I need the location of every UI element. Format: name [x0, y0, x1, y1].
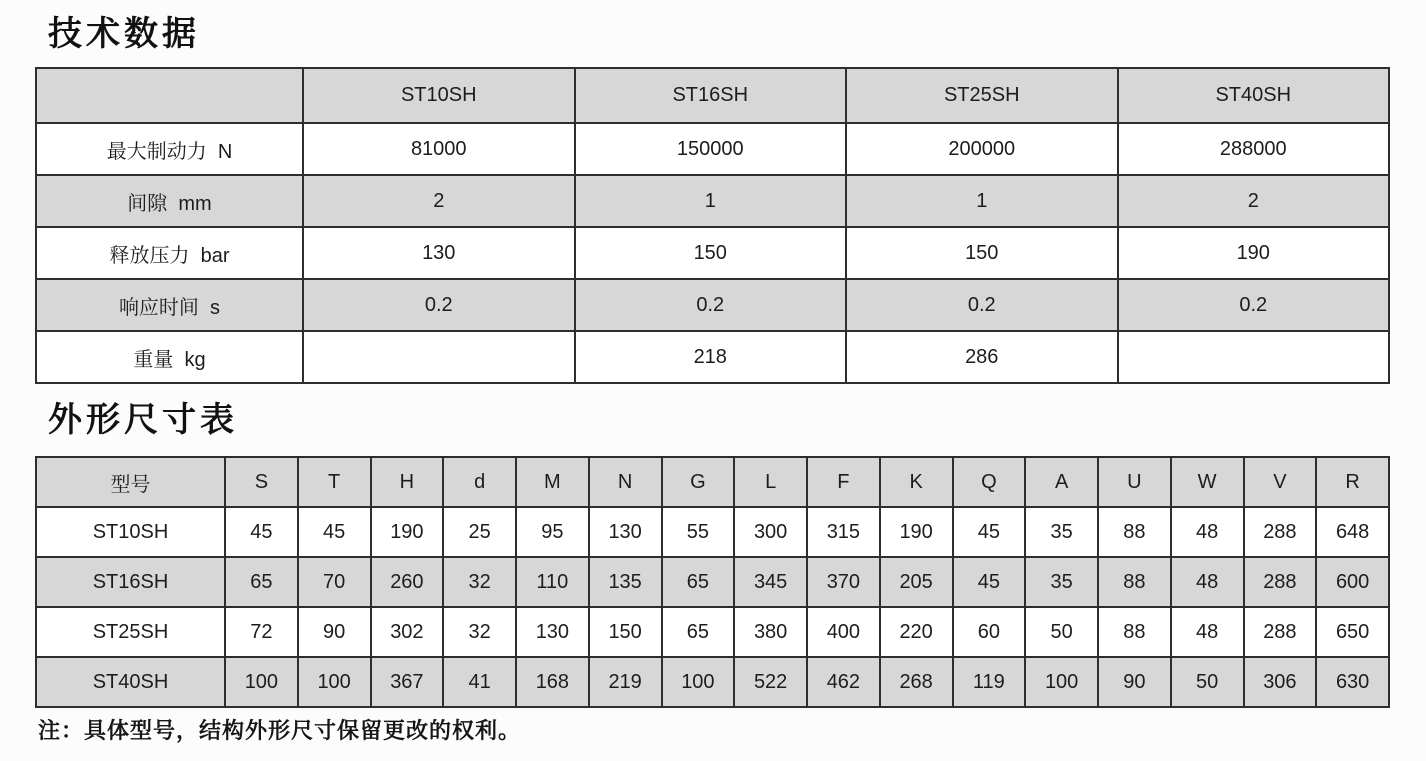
table-cell: 0.2: [303, 279, 575, 331]
column-header: ST25SH: [846, 68, 1118, 123]
table-cell: 0.2: [846, 279, 1118, 331]
table-cell: 88: [1098, 607, 1171, 657]
table-cell: 288: [1244, 507, 1317, 557]
table-cell: 100: [1025, 657, 1098, 707]
table-cell: 288: [1244, 557, 1317, 607]
column-header: ST16SH: [575, 68, 847, 123]
table-cell: 288000: [1118, 123, 1390, 175]
table-row: [36, 123, 1389, 175]
table-cell: 650: [1316, 607, 1389, 657]
dimension-table: [35, 456, 1390, 708]
table-cell: 65: [662, 607, 735, 657]
column-header: V: [1244, 457, 1317, 507]
column-header: K: [880, 457, 953, 507]
table-cell: 300: [734, 507, 807, 557]
column-header: ST40SH: [1118, 68, 1390, 123]
table-cell: 1: [575, 175, 847, 227]
table-cell: 0.2: [1118, 279, 1390, 331]
table-row: [36, 607, 1389, 657]
table-cell: 648: [1316, 507, 1389, 557]
table-cell: 315: [807, 507, 880, 557]
row-label-cell: 最大制动力 N: [36, 123, 303, 175]
table-cell: 367: [371, 657, 444, 707]
table-cell: 45: [953, 507, 1026, 557]
table-cell: 150: [589, 607, 662, 657]
row-label-cell: 响应时间 s: [36, 279, 303, 331]
row-label-cell: ST25SH: [36, 607, 225, 657]
table-cell: 268: [880, 657, 953, 707]
table-cell: 100: [225, 657, 298, 707]
table-cell: 630: [1316, 657, 1389, 707]
table-cell: 190: [1118, 227, 1390, 279]
table-cell: 88: [1098, 507, 1171, 557]
row-label-cell: 间隙 mm: [36, 175, 303, 227]
table-cell: 345: [734, 557, 807, 607]
table-cell: 190: [880, 507, 953, 557]
table-cell: 45: [298, 507, 371, 557]
table-cell: 50: [1025, 607, 1098, 657]
table-cell: 260: [371, 557, 444, 607]
column-header: T: [298, 457, 371, 507]
tech-section-title: 技术数据: [48, 15, 200, 53]
table-cell: 219: [589, 657, 662, 707]
table-row: [36, 657, 1389, 707]
column-header: N: [589, 457, 662, 507]
table-cell: [1118, 331, 1390, 383]
table-cell: 0.2: [575, 279, 847, 331]
table-cell: 200000: [846, 123, 1118, 175]
table-cell: 2: [303, 175, 575, 227]
table-cell: 135: [589, 557, 662, 607]
table-row: [36, 279, 1389, 331]
column-header: L: [734, 457, 807, 507]
table-cell: 150: [846, 227, 1118, 279]
table-cell: 50: [1171, 657, 1244, 707]
tech-data-table: [35, 67, 1390, 384]
table-cell: 218: [575, 331, 847, 383]
table-row: [36, 557, 1389, 607]
table-cell: 90: [1098, 657, 1171, 707]
table-cell: 288: [1244, 607, 1317, 657]
row-label-cell: 释放压力 bar: [36, 227, 303, 279]
table-cell: 88: [1098, 557, 1171, 607]
row-label-cell: ST16SH: [36, 557, 225, 607]
row-label-cell: ST10SH: [36, 507, 225, 557]
table-cell: 32: [443, 607, 516, 657]
table-row: [36, 227, 1389, 279]
table-cell: 600: [1316, 557, 1389, 607]
table-row: [36, 507, 1389, 557]
column-header: [36, 68, 303, 123]
table-cell: 168: [516, 657, 589, 707]
column-header: d: [443, 457, 516, 507]
table-cell: 48: [1171, 557, 1244, 607]
table-cell: 65: [225, 557, 298, 607]
table-row: [36, 331, 1389, 383]
table-cell: 60: [953, 607, 1026, 657]
row-label-cell: 重量 kg: [36, 331, 303, 383]
column-header: A: [1025, 457, 1098, 507]
column-header: Q: [953, 457, 1026, 507]
table-cell: 522: [734, 657, 807, 707]
table-cell: 55: [662, 507, 735, 557]
table-cell: 25: [443, 507, 516, 557]
column-header: ST10SH: [303, 68, 575, 123]
table-cell: 32: [443, 557, 516, 607]
header-row: [36, 68, 1389, 123]
table-cell: 302: [371, 607, 444, 657]
table-cell: 65: [662, 557, 735, 607]
table-cell: 48: [1171, 607, 1244, 657]
table-cell: 1: [846, 175, 1118, 227]
table-cell: 45: [225, 507, 298, 557]
column-header: S: [225, 457, 298, 507]
table-cell: 72: [225, 607, 298, 657]
table-cell: 130: [516, 607, 589, 657]
column-header: M: [516, 457, 589, 507]
table-cell: 81000: [303, 123, 575, 175]
table-cell: 48: [1171, 507, 1244, 557]
table-cell: 306: [1244, 657, 1317, 707]
row-label-cell: ST40SH: [36, 657, 225, 707]
table-cell: 190: [371, 507, 444, 557]
table-cell: 100: [298, 657, 371, 707]
table-cell: 95: [516, 507, 589, 557]
table-cell: 70: [298, 557, 371, 607]
table-cell: 2: [1118, 175, 1390, 227]
table-cell: 45: [953, 557, 1026, 607]
column-header: R: [1316, 457, 1389, 507]
table-cell: 35: [1025, 557, 1098, 607]
table-cell: 220: [880, 607, 953, 657]
column-header: H: [371, 457, 444, 507]
table-cell: 150000: [575, 123, 847, 175]
table-cell: [303, 331, 575, 383]
table-cell: 400: [807, 607, 880, 657]
table-cell: 370: [807, 557, 880, 607]
dimension-section-title: 外形尺寸表: [48, 401, 238, 439]
column-header: U: [1098, 457, 1171, 507]
table-cell: 462: [807, 657, 880, 707]
column-header: G: [662, 457, 735, 507]
table-cell: 130: [589, 507, 662, 557]
table-cell: 150: [575, 227, 847, 279]
table-cell: 119: [953, 657, 1026, 707]
header-row: [36, 457, 1389, 507]
table-row: [36, 175, 1389, 227]
table-cell: 286: [846, 331, 1118, 383]
table-cell: 130: [303, 227, 575, 279]
footnote: 注：具体型号，结构外形尺寸保留更改的权利。: [38, 718, 522, 743]
table-cell: 41: [443, 657, 516, 707]
column-header: 型号: [36, 457, 225, 507]
table-cell: 100: [662, 657, 735, 707]
table-cell: 380: [734, 607, 807, 657]
column-header: F: [807, 457, 880, 507]
table-cell: 205: [880, 557, 953, 607]
table-cell: 90: [298, 607, 371, 657]
column-header: W: [1171, 457, 1244, 507]
table-cell: 35: [1025, 507, 1098, 557]
table-cell: 110: [516, 557, 589, 607]
